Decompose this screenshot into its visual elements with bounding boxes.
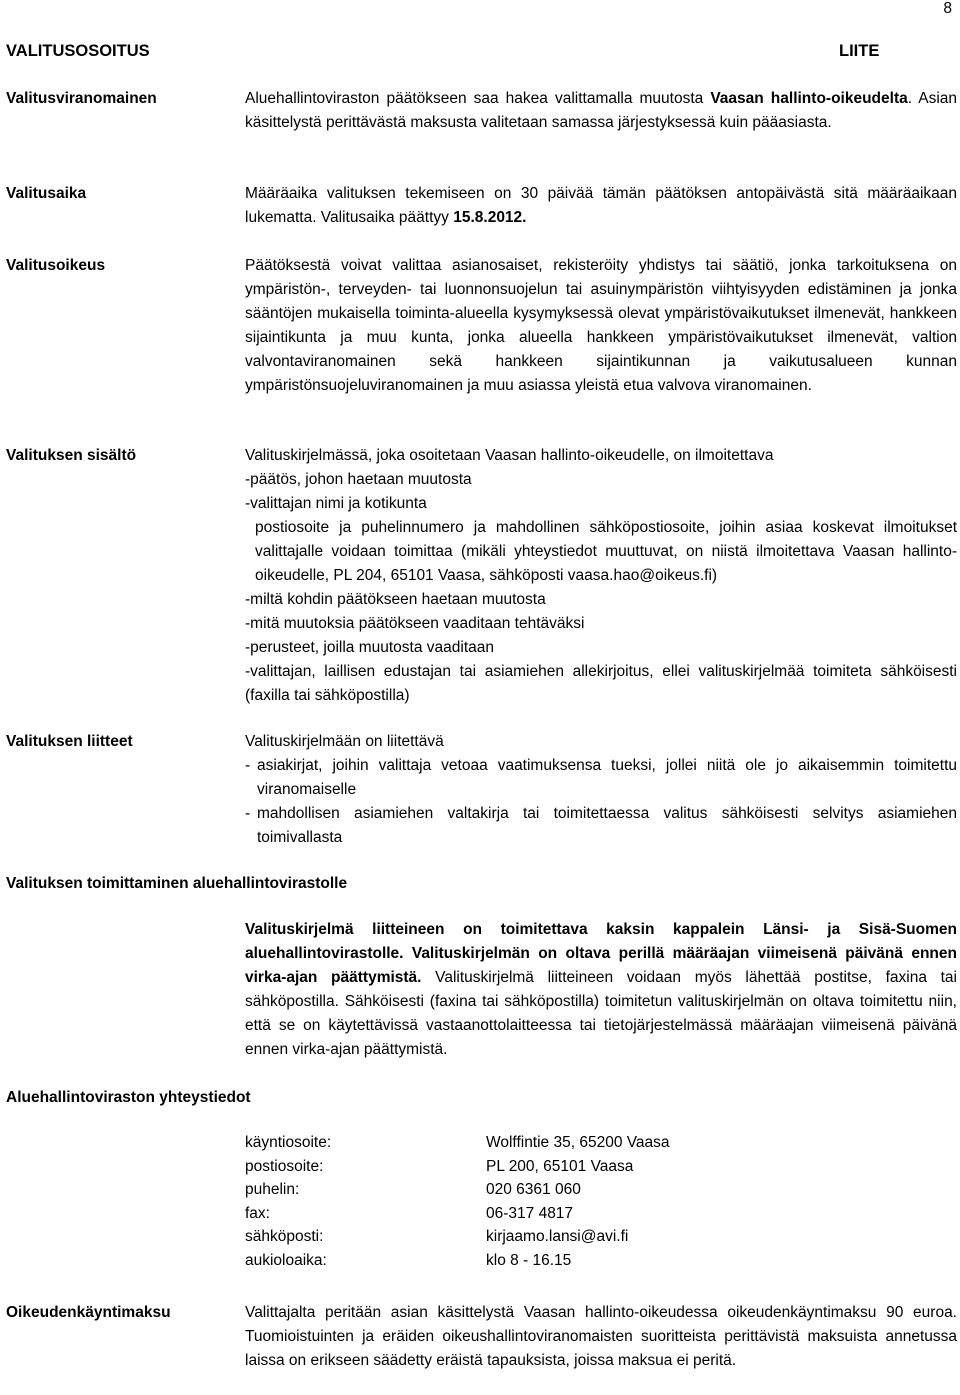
contact-key: aukioloaika: <box>245 1251 327 1269</box>
contact-value: Wolffintie 35, 65200 Vaasa <box>486 1134 670 1151</box>
delivery-regular-text: Valituskirjelmä liitteineen voidaan myös lähettää postitse, faxina tai sähköpostilla. Sähköisesti (faxina tai sähköpostilla) toimitetun valituskirjelmän on oltava toimitettu niin, että se on käytettävissä vastaanottolaitteessa tai tietojärjestelmässä määräajan viimeisenä päivänä ennen virka-ajan päättymistä. <box>245 969 957 1058</box>
delivery-text <box>245 918 957 1062</box>
contact-row <box>245 1158 670 1182</box>
attachments-label: Valituksen liitteet <box>6 733 133 750</box>
appeal-authority-text-b: . Asian käsittelystä perittävästä maksusta valitetaan samassa järjestyksessä kuin pääasiasta. <box>245 90 957 131</box>
attachments-intro: Valituskirjelmään on liitettävä <box>245 733 444 750</box>
contact-value: kirjaamo.lansi@avi.fi <box>486 1228 629 1246</box>
contact-key: sähköposti: <box>245 1228 324 1246</box>
court-fee-text <box>245 1301 957 1373</box>
contact-value: 06-317 4817 <box>486 1204 574 1222</box>
appeal-period-label: Valitusaika <box>6 185 87 202</box>
list-dash: - <box>245 757 251 774</box>
list-item: -valittajan nimi ja kotikunta <box>245 495 427 512</box>
list-item-text: asiakirjat, joihin valittaja vetoaa vaatimuksensa tueksi, jollei niitä ole jo aikaisemmin toimitettu viranomaiselle <box>257 757 957 798</box>
contact-row <box>245 1205 670 1229</box>
contact-value: 020 6361 060 <box>486 1181 581 1199</box>
contact-key: käyntiosoite: <box>245 1134 332 1151</box>
appeal-period-text <box>245 182 957 230</box>
appeal-authority-text <box>245 87 957 135</box>
appeal-contents <box>245 444 957 708</box>
list-item: -miltä kohdin päätökseen haetaan muutosta <box>245 591 546 608</box>
contact-value: klo 8 - 16.15 <box>486 1251 572 1269</box>
list-item: -valittajan, laillisen edustajan tai asiamiehen allekirjoitus, ellei valituskirjelmää toimiteta sähköisesti (faxilla tai sähköpostilla) <box>245 663 957 704</box>
delivery-heading: Valituksen toimittaminen aluehallintovirastolle <box>6 875 348 892</box>
contact-row <box>245 1181 670 1205</box>
right-of-appeal-label: Valitusoikeus <box>6 257 106 274</box>
appeal-deadline: 15.8.2012. <box>453 209 527 226</box>
appeal-period-text-a: Määräaika valituksen tekemiseen on 30 päivää tämän päätöksen antopäivästä sitä määräaikaan lukematta. Valitusaika päättyy <box>245 185 957 226</box>
appeal-authority-label: Valitusviranomainen <box>6 90 157 107</box>
right-of-appeal-text <box>245 254 957 398</box>
right-of-appeal-paragraph: Päätöksestä voivat valittaa asianosaiset, rekisteröity yhdistys tai säätiö, jonka tarkoituksena on ympäristön-, terveyden- tai luonnonsuojelun tai asuinympäristön viihtyisyyden edistäminen ja jonka sääntöjen mukaisella toiminta-alueella kysymyksessä olevat ympäristövaikutukset ilmenevät, hankkeen sijaintikunta ja muu kunta, jonka alueella hankkeen ympäristövaikutukset ilmenevät, valtion valvontaviranomainen sekä hankkeen sijaintikunnan ja vaikutusalueen kunnan ympäristönsuojeluviranomainen ja muu asiassa yleistä etua valvova viranomainen. <box>245 257 957 394</box>
appeal-contents-label: Valituksen sisältö <box>6 447 137 464</box>
list-item: -perusteet, joilla muutosta vaaditaan <box>245 639 495 656</box>
contact-key: fax: <box>245 1204 270 1222</box>
court-fee-label: Oikeudenkäyntimaksu <box>6 1304 171 1321</box>
list-item: -mitä muutoksia päätökseen vaaditaan tehtäväksi <box>245 615 585 632</box>
contact-info-heading: Aluehallintoviraston yhteystiedot <box>6 1089 251 1106</box>
contact-value: PL 200, 65101 Vaasa <box>486 1157 634 1175</box>
appeal-contents-intro: Valituskirjelmässä, joka osoitetaan Vaasan hallinto-oikeudelle, on ilmoitettava <box>245 447 774 464</box>
document-title: VALITUSOSOITUS <box>6 42 150 60</box>
contact-row <box>245 1134 670 1158</box>
contact-info-table <box>245 1134 670 1276</box>
contact-row <box>245 1252 670 1276</box>
appeal-court-name: Vaasan hallinto-oikeudelta <box>710 90 908 107</box>
list-item-continued: postiosoite ja puhelinnumero ja mahdollinen sähköpostiosoite, joihin asiaa koskevat ilmoitukset valittajalle voidaan toimittaa (mikäli yhteystiedot muuttuvat, on niistä ilmoitettava Vaasan hallinto-oikeudelle, PL 204, 65101 Vaasa, sähköposti vaasa.hao@oikeus.fi) <box>255 519 957 584</box>
list-item <box>245 754 957 802</box>
delivery-bold-text: Valituskirjelmä liitteineen on toimitettava kaksin kappalein Länsi- ja Sisä-Suomen aluehallintovirastolle. Valituskirjelmän on oltava perillä määräajan viimeisenä päivänä ennen virka-ajan päättymistä. <box>245 921 957 986</box>
contact-key: postiosoite: <box>245 1157 324 1175</box>
court-fee-paragraph: Valittajalta peritään asian käsittelystä Vaasan hallinto-oikeudessa oikeudenkäyntimaksu 90 euroa. Tuomioistuinten ja eräiden oikeushallintoviranomaisten suoritteista perittävistä maksuista annetussa laissa on erikseen säädetty eräistä tapauksista, joissa maksua ei peritä. <box>245 1304 957 1369</box>
contact-key: puhelin: <box>245 1181 300 1199</box>
list-item: -päätös, johon haetaan muutosta <box>245 471 472 488</box>
list-dash: - <box>245 805 251 822</box>
contact-row <box>245 1228 670 1252</box>
list-item-text: mahdollisen asiamiehen valtakirja tai toimitettaessa valitus sähköisesti selvitys asiamiehen toimivallasta <box>257 805 957 846</box>
appeal-authority-text-a: Aluehallintoviraston päätökseen saa hakea valittamalla muutosta <box>245 90 711 107</box>
appendix-label: LIITE <box>839 42 880 60</box>
page-number: 8 <box>943 0 952 17</box>
list-item <box>245 802 957 850</box>
attachments <box>245 730 957 850</box>
